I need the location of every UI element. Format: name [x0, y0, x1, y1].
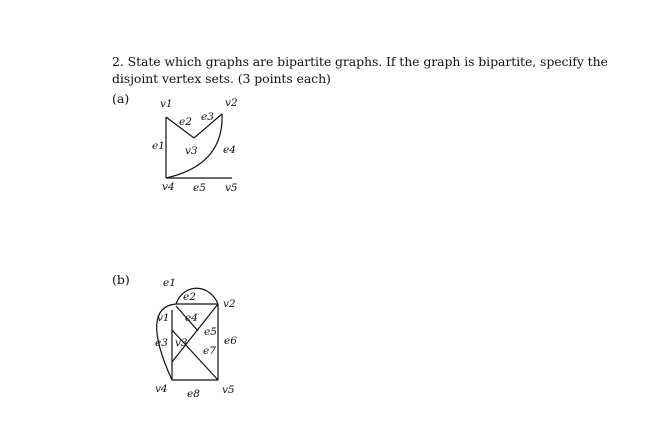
question-line-2: disjoint vertex sets. (3 points each): [112, 71, 331, 86]
graph-a-e2-label: e2: [179, 116, 192, 128]
graph-b-e5-label: e5: [204, 326, 217, 338]
graph-a-e5-label: e5: [193, 182, 206, 194]
graph-b-e6-label: e6: [224, 335, 237, 347]
question-line-1: 2. State which graphs are bipartite graphs. If the graph is bipartite, specify the: [112, 54, 608, 69]
graph-a-v5-label: v5: [225, 182, 238, 194]
graph-b-v2-label: v2: [223, 298, 236, 310]
graph-a-v1-label: v1: [160, 98, 173, 110]
graph-b-e3-label: e3: [155, 337, 168, 349]
graph-a-e4-label: e4: [223, 144, 236, 156]
graph-a-v4-label: v4: [162, 181, 175, 193]
graph-b-e8-label: e8: [187, 388, 200, 400]
part-a-label: (a): [112, 91, 130, 106]
graph-b-e4-label: e4: [185, 312, 198, 324]
graph-b-v3-label: v3: [175, 337, 188, 349]
graph-a-e1-label: e1: [152, 140, 165, 152]
graph-b-e7-label: e7: [203, 345, 216, 357]
graph-a-e3-label: e3: [201, 111, 214, 123]
graph-b-e1-label: e1: [163, 277, 176, 289]
graph-b-v4-label: v4: [155, 383, 168, 395]
graph-b-e2-label: e2: [183, 291, 196, 303]
graph-a-v2-label: v2: [225, 97, 238, 109]
part-b-label: (b): [112, 272, 130, 287]
graph-a-v3-label: v3: [185, 145, 198, 157]
graph-b-v5-label: v5: [222, 384, 235, 396]
graph-b-v1-label: v1: [157, 312, 170, 324]
